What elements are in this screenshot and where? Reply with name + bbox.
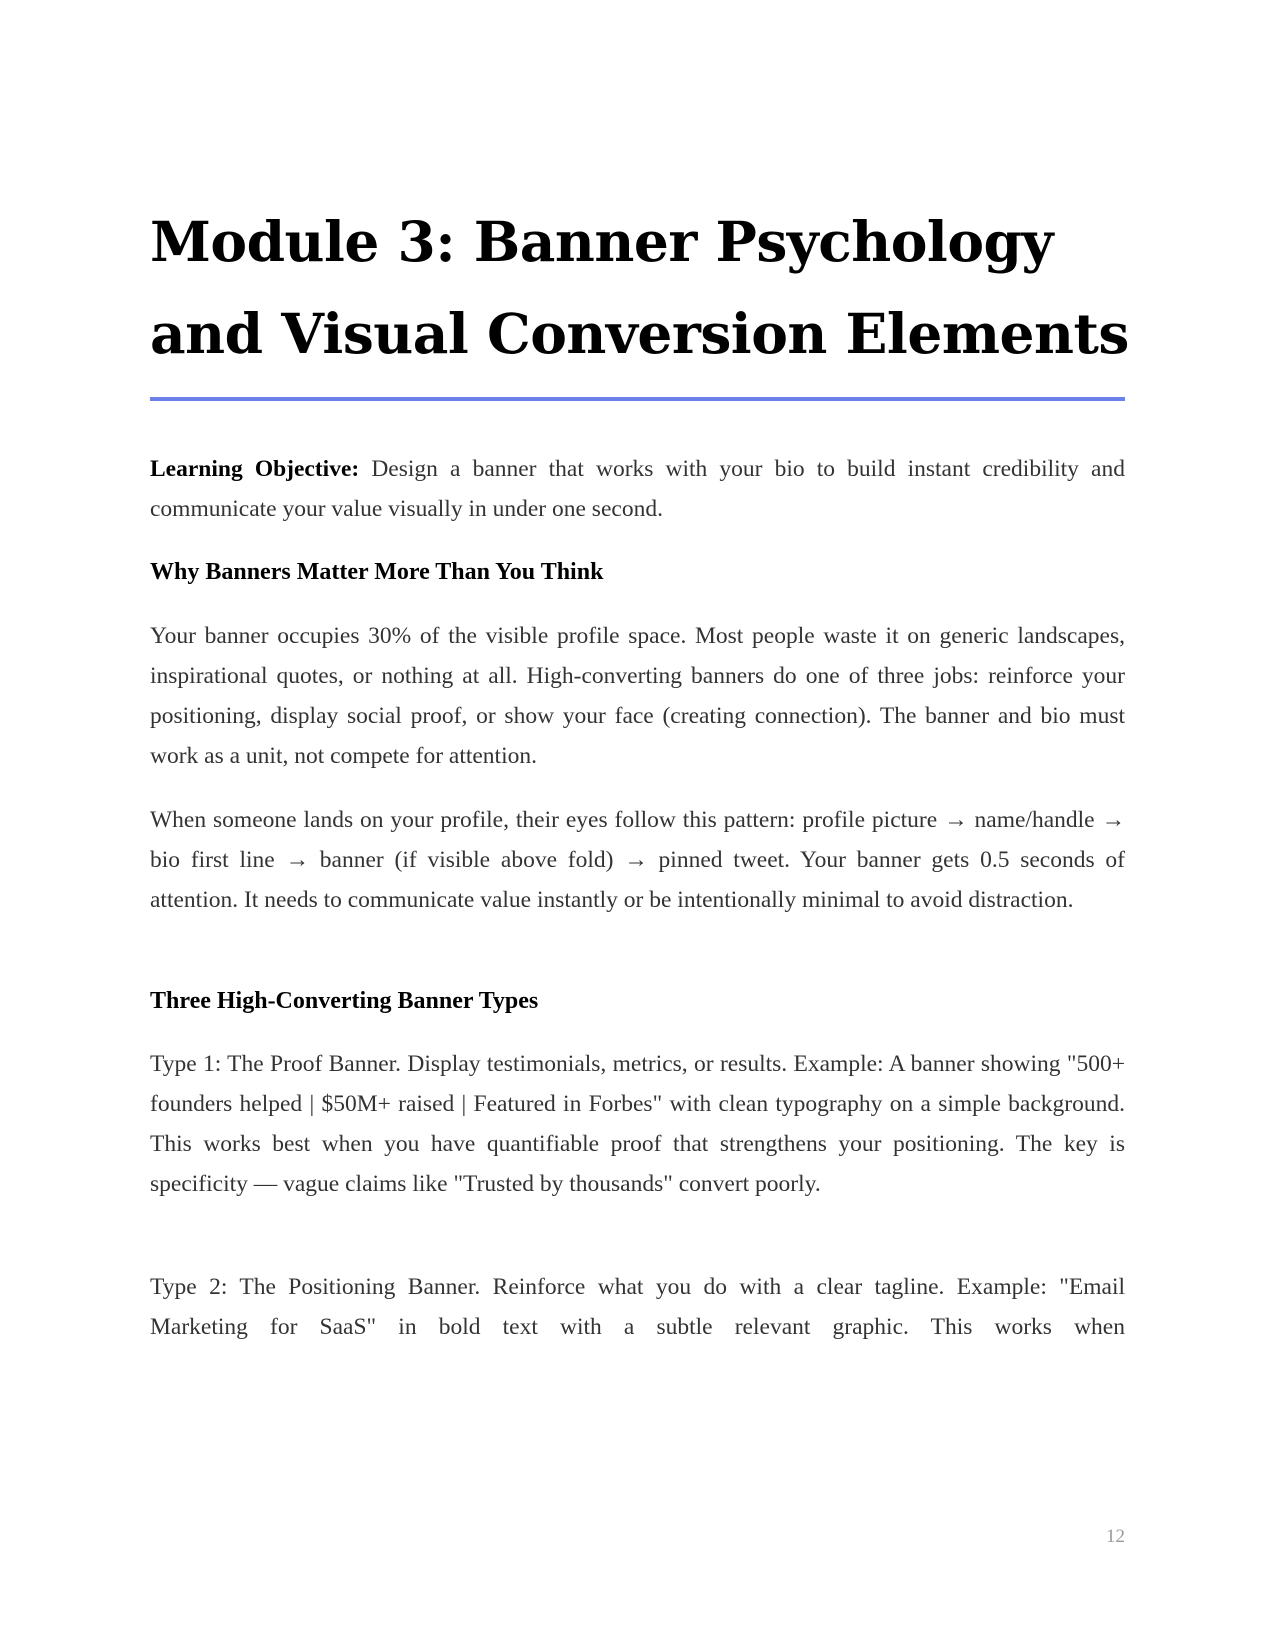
learning-objective xyxy=(150,449,1125,529)
paragraph: Type 1: The Proof Banner. Display testimonials, metrics, or results. Example: A banner showing "500+ founders helped | $50M+ raised | Featured in Forbes" with clean typography on a simple background. This works best when you have quantifiable proof that strengthens your positioning. The key is specificity — vague claims like "Trusted by thousands" convert poorly. xyxy=(150,1051,1125,1197)
section-heading-banner-types: Three High-Converting Banner Types xyxy=(150,988,539,1014)
paragraph: Type 2: The Positioning Banner. Reinforce what you do with a clear tagline. Example: "Email Marketing for SaaS" in bold text with a subtle relevant graphic. This works when xyxy=(150,1274,1125,1340)
title-line-1: Module 3: Banner Psychology xyxy=(150,209,1053,274)
learning-objective-text: Design a banner that works with your bio to build instant credibility and communicate your value visually in under one second. xyxy=(150,456,1125,522)
paragraph: When someone lands on your profile, their eyes follow this pattern: profile picture → name/handle → bio first line → banner (if visible above fold) → pinned tweet. Your banner gets 0.5 seconds of attention. It needs to communicate value instantly or be intentionally minimal to avoid distraction. xyxy=(150,807,1125,913)
title-divider xyxy=(150,397,1125,401)
learning-objective-label: Learning Objective: xyxy=(150,456,360,482)
page-title xyxy=(150,196,1129,380)
title-line-2: and Visual Conversion Elements xyxy=(150,301,1129,366)
paragraph: Your banner occupies 30% of the visible profile space. Most people waste it on generic landscapes, inspirational quotes, or nothing at all. High-converting banners do one of three jobs: reinforce your positioning, display social proof, or show your face (creating connection). The banner and bio must work as a unit, not compete for attention. xyxy=(150,623,1125,769)
section-heading-why-banners: Why Banners Matter More Than You Think xyxy=(150,559,604,585)
page-number: 12 xyxy=(1106,1526,1125,1547)
